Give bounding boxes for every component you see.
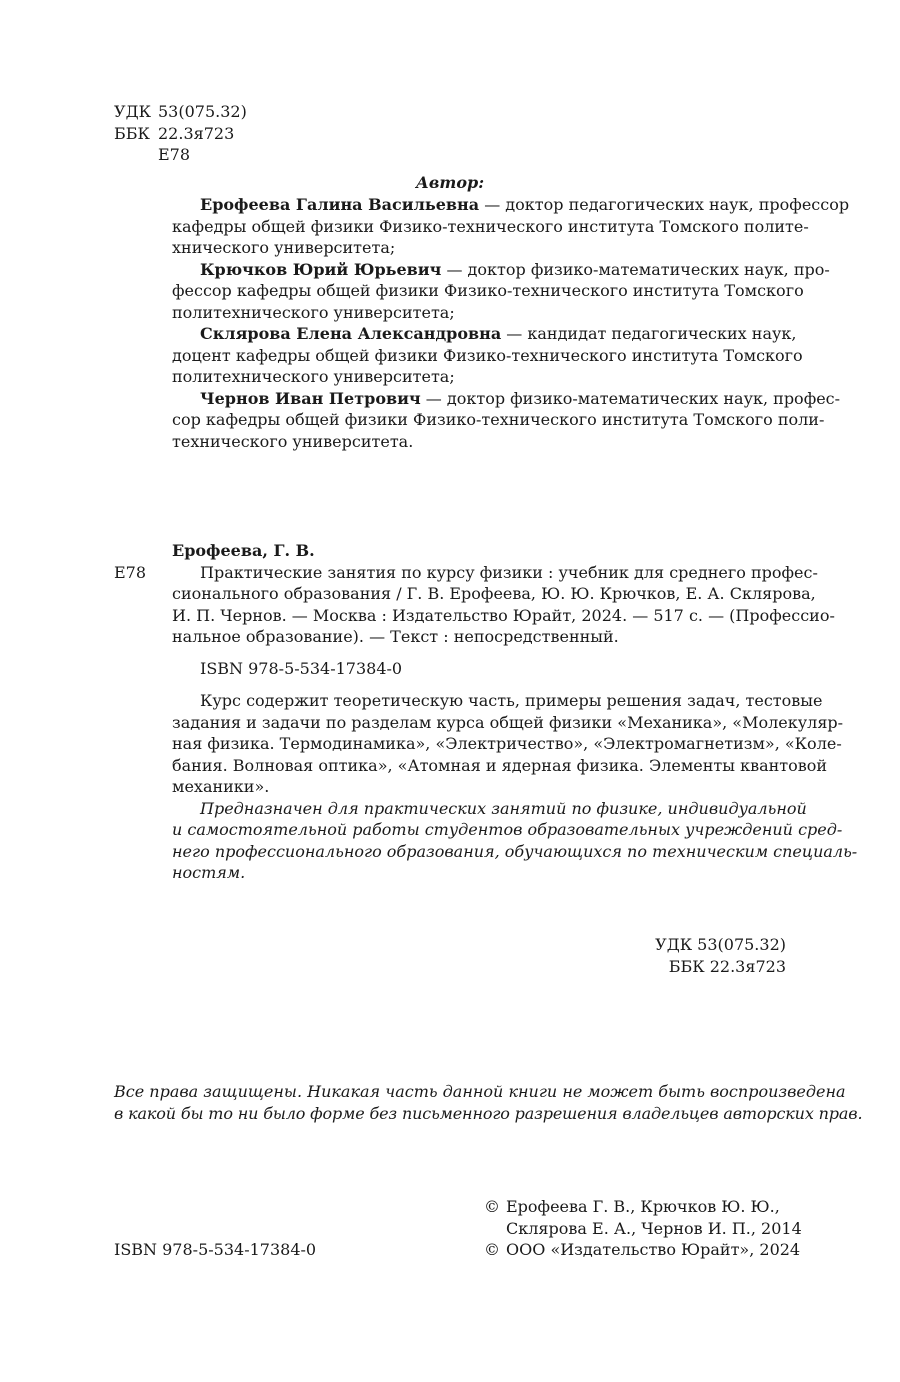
author-2-line-1: Крючков Юрий Юрьевич — доктор физико-математических наук, про- (200, 259, 830, 279)
bib-line-1: Практические занятия по курсу физики : учебник для среднего профес- (200, 562, 818, 582)
annotation-line-1: Курс содержит теоретическую часть, примеры решения задач, тестовые (200, 691, 823, 710)
purpose-line-3: него профессионального образования, обучающихся по техническим специаль- (172, 841, 858, 861)
author-3-line-1: Склярова Елена Александровна — кандидат педагогических наук, (200, 324, 797, 343)
bbk-right: ББК 22.3я723 (668, 956, 786, 976)
author-1-line-3: хнического университета; (172, 238, 396, 257)
author-4-line-3: технического университета. (172, 431, 414, 451)
author-1-line-1: Ерофеева Галина Васильевна — доктор педагогических наук, профессор (200, 195, 850, 214)
udk-label: УДК (114, 102, 151, 121)
author-1-line-2: кафедры общей физики Физико-технического института Томского полите- (172, 216, 809, 236)
bib-main-author: Ерофеева, Г. В. (172, 541, 315, 560)
bib-line-2: сионального образования / Г. В. Ерофеева, Ю. Ю. Крючков, Е. А. Склярова, (172, 584, 816, 603)
author-3-line-3: политехнического университета; (172, 367, 455, 386)
bib-line-3: И. П. Чернов. — Москва : Издательство Юрайт, 2024. — 517 с. — (Профессио- (172, 605, 835, 625)
author-3-name: Склярова Елена Александровна (200, 324, 502, 343)
purpose-line-2: и самостоятельной работы студентов образовательных учреждений сред- (172, 820, 843, 839)
authors-heading: Автор: (415, 173, 485, 192)
bib-author-mark: Е78 (114, 562, 147, 582)
copyright-symbol-1: © (484, 1197, 500, 1216)
annotation-line-2: задания и задачи по разделам курса общей физики «Механика», «Молекуляр- (172, 712, 844, 732)
copyright-authors-2: Склярова Е. А., Чернов И. П., 2014 (506, 1218, 802, 1238)
copyright-symbol-2: © (484, 1240, 500, 1259)
footer-isbn: ISBN 978-5-534-17384-0 (114, 1240, 317, 1259)
rights-line-1: Все права защищены. Никакая часть данной книги не может быть воспроизведена (114, 1082, 846, 1101)
annotation-line-5: механики». (172, 777, 270, 796)
bib-isbn: ISBN 978-5-534-17384-0 (200, 659, 403, 678)
annotation-line-4: бания. Волновая оптика», «Атомная и ядерная физика. Элементы квантовой (172, 755, 828, 775)
bbk-value: 22.3я723 (158, 123, 235, 143)
classification-block (114, 101, 247, 166)
author-1-name: Ерофеева Галина Васильевна (200, 195, 480, 214)
copyright-publisher: ООО «Издательство Юрайт», 2024 (506, 1240, 801, 1259)
bbk-label: ББК (114, 123, 150, 143)
author-4-line-1: Чернов Иван Петрович — доктор физико-математических наук, профес- (200, 388, 841, 408)
author-4-name: Чернов Иван Петрович (200, 388, 421, 408)
copyright-block (484, 1196, 802, 1261)
author-2-name: Крючков Юрий Юрьевич (200, 259, 442, 279)
rights-line-2: в какой бы то ни было форме без письменного разрешения владельцев авторских прав. (114, 1103, 863, 1123)
purpose-line-4: ностям. (172, 863, 246, 882)
udk-right: УДК 53(075.32) (655, 935, 786, 954)
annotation-line-3: ная физика. Термодинамика», «Электричество», «Электромагнетизм», «Коле- (172, 734, 842, 753)
udk-value: 53(075.32) (158, 102, 247, 121)
copyright-authors-1: Ерофеева Г. В., Крючков Ю. Ю., (506, 1197, 780, 1216)
author-mark: Е78 (158, 145, 191, 164)
bib-line-4: нальное образование). — Текст : непосредственный. (172, 627, 619, 646)
author-2-line-3: политехнического университета; (172, 302, 455, 322)
author-3-line-2: доцент кафедры общей физики Физико-технического института Томского (172, 345, 803, 365)
author-2-line-2: фессор кафедры общей физики Физико-технического института Томского (172, 281, 804, 300)
author-4-line-2: сор кафедры общей физики Физико-технического института Томского поли- (172, 410, 825, 429)
purpose-line-1: Предназначен для практических занятий по физике, индивидуальной (200, 798, 807, 818)
